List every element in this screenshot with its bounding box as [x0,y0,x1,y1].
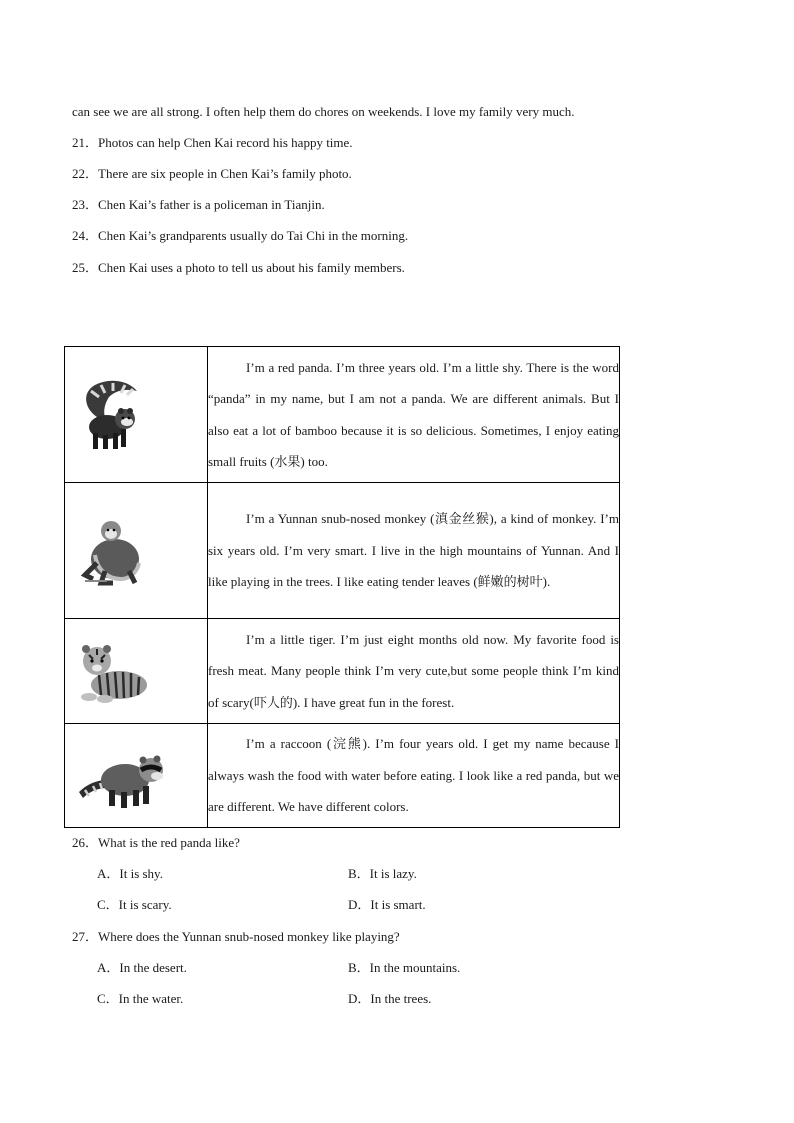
question-26 [72,835,240,851]
statement-text: Chen Kai’s grandparents usually do Tai Chi in the morning. [98,228,409,243]
option-letter: D． [348,991,371,1006]
option-b[interactable] [348,866,417,882]
question-27 [72,929,400,945]
statement-22 [72,166,352,182]
option-letter: C． [97,991,119,1006]
question-number: 27． [72,929,99,944]
statement-text: Chen Kai’s father is a policeman in Tianjin. [98,197,325,212]
option-d[interactable] [348,897,426,913]
red-panda-description: I’m a red panda. I’m three years old. I’m a little shy. There is the word “panda” in my name, but I am not a panda. We are different animals. But I also eat a lot of bamboo because it is so delicious. Sometimes, I enjoy eating small fruits (水果) too. [208,359,619,469]
animal-picture-cell [65,347,208,483]
tiger-icon [77,635,149,707]
table-row [65,483,620,619]
option-a[interactable] [97,960,187,976]
animal-description-cell [208,347,620,483]
option-letter: A． [97,866,120,881]
statement-number: 25． [72,260,99,275]
question-text: Where does the Yunnan snub-nosed monkey like playing? [98,929,400,944]
table-row [65,347,620,483]
option-text: It is lazy. [369,866,417,881]
statement-text: There are six people in Chen Kai’s family photo. [98,166,352,181]
monkey-icon [77,515,147,587]
animal-picture-cell [65,483,208,619]
statement-number: 24． [72,228,99,243]
option-c[interactable] [97,991,183,1007]
option-letter: D． [348,897,371,912]
animal-description-cell [208,483,620,619]
animal-picture-cell [65,724,208,828]
option-text: In the mountains. [369,960,461,975]
option-text: It is smart. [370,897,426,912]
question-text: What is the red panda like? [98,835,240,850]
raccoon-description: I’m a raccoon (浣熊). I’m four years old. I get my name because I always wash the food with water before eating. I look like a red panda, but we are different. We have different colors. [208,736,619,815]
option-text: It is shy. [119,866,163,881]
option-letter: C． [97,897,119,912]
option-a[interactable] [97,866,163,882]
option-b[interactable] [348,960,460,976]
option-text: It is scary. [118,897,172,912]
option-text: In the desert. [119,960,187,975]
animal-picture-cell [65,619,208,724]
statement-text: Photos can help Chen Kai record his happy time. [98,135,353,150]
statement-number: 21． [72,135,99,150]
option-text: In the trees. [370,991,432,1006]
question-number: 26． [72,835,99,850]
option-letter: B． [348,866,370,881]
animal-description-cell [208,619,620,724]
animal-description-cell [208,724,620,828]
statement-number: 22． [72,166,99,181]
option-letter: A． [97,960,120,975]
statement-number: 23． [72,197,99,212]
statement-25 [72,260,405,276]
raccoon-icon [77,740,173,812]
option-letter: B． [348,960,370,975]
statement-24 [72,228,408,244]
option-c[interactable] [97,897,172,913]
animals-table [64,346,620,828]
table-row [65,619,620,724]
tiger-description: I’m a little tiger. I’m just eight months old now. My favorite food is fresh meat. Many people think I’m very cute,but some people think I’m kind of scary(吓人的). I have great fun in the forest. [208,631,619,710]
red-panda-icon [77,377,143,453]
statement-23 [72,197,325,213]
monkey-description: I’m a Yunnan snub-nosed monkey (滇金丝猴), a kind of monkey. I’m six years old. I’m very smart. I live in the high mountains of Yunnan. And I like playing in the trees. I like eating tender leaves (鲜嫩的树叶). [208,511,619,590]
option-text: In the water. [118,991,184,1006]
table-row [65,724,620,828]
passage-continuation: can see we are all strong. I often help them do chores on weekends. I love my family very much. [72,104,575,119]
option-d[interactable] [348,991,431,1007]
statement-21 [72,135,353,151]
statement-text: Chen Kai uses a photo to tell us about his family members. [98,260,405,275]
